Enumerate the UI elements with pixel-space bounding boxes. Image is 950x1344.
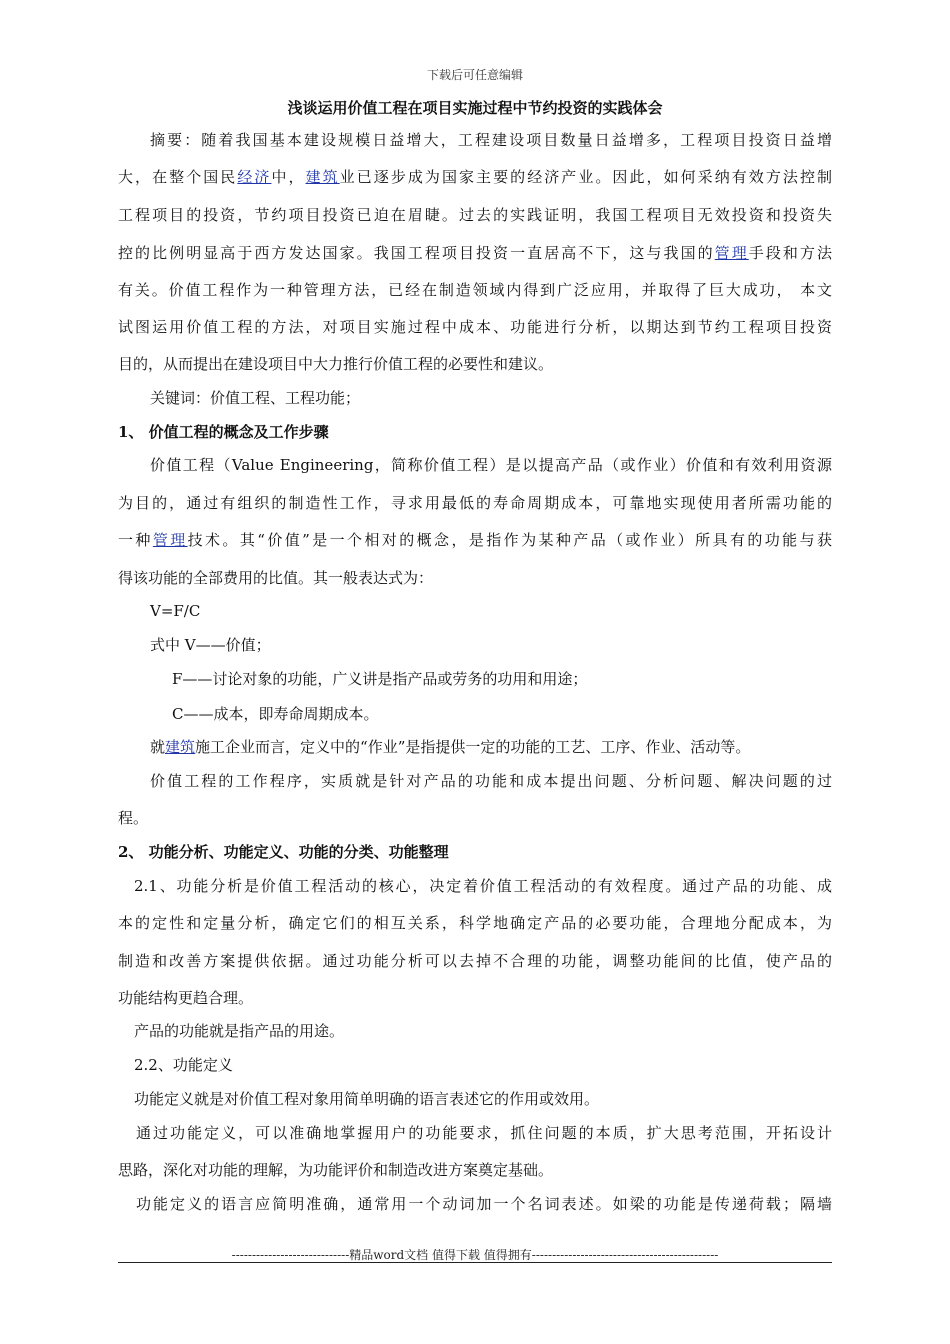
section-1-heading: 1、 价值工程的概念及工作步骤 [118, 423, 329, 441]
subsection-2-2-heading: 2.2、功能定义 [134, 1056, 233, 1074]
abstract-line-5: 有关。价值工程作为一种管理方法，已经在制造领域内得到广泛应用，并取得了巨大成功， 本文 [118, 281, 832, 299]
section-2-line-2: 本的定性和定量分析，确定它们的相互关系，科学地确定产品的必要功能，合理地分配成本，为 [118, 914, 832, 932]
section-1-line-1: 价值工程（Value Engineering，简称价值工程）是以提高产品（或作业）价值和有效利用资源 [150, 456, 832, 474]
abstract-line-6: 试图运用价值工程的方法，对项目实施过程中成本、功能进行分析，以期达到节约工程项目投资 [118, 318, 832, 336]
section-2-line-3: 制造和改善方案提供依据。通过功能分析可以去掉不合理的功能，调整功能间的比值，使产品的 [118, 952, 832, 970]
formula-where-v: 式中 V——价值； [150, 636, 271, 654]
formula: V=F/C [150, 602, 201, 620]
section-2-line-9: 功能定义的语言应简明准确，通常用一个动词加一个名词表述。如梁的功能是传递荷载；隔墙 [136, 1195, 832, 1213]
section-2-line-7: 通过功能定义，可以准确地掌握用户的功能要求，抓住问题的本质，扩大思考范围，开拓设计 [136, 1124, 832, 1142]
abstract-line-2: 大，在整个国民经济中，建筑业已逐步成为国家主要的经济产业。因此，如何采纳有效方法控制 [118, 168, 832, 186]
link-construction[interactable]: 建筑 [305, 168, 340, 186]
abstract-line-4: 控的比例明显高于西方发达国家。我国工程项目投资一直居高不下，这与我国的管理手段和方法 [118, 244, 832, 262]
section-1-line-7: 程。 [118, 809, 149, 827]
section-2-heading: 2、 功能分析、功能定义、功能的分类、功能整理 [118, 843, 449, 861]
link-economy[interactable]: 经济 [237, 168, 272, 186]
page-header: 下载后可任意编辑 [426, 68, 523, 82]
link-management[interactable]: 管理 [714, 244, 749, 262]
document-title: 浅谈运用价值工程在项目实施过程中节约投资的实践体会 [287, 99, 663, 117]
page-footer: -----------------------------精品word文档 值得下载 值得拥有---------------------------------------------- [231, 1248, 719, 1262]
link-management-2[interactable]: 管理 [152, 531, 188, 549]
link-construction-2[interactable]: 建筑 [165, 738, 196, 756]
abstract-line-1: 摘要：随着我国基本建设规模日益增大，工程建设项目数量日益增多，工程项目投资日益增 [150, 131, 832, 149]
abstract-line-3: 工程项目的投资，节约项目投资已迫在眉睫。过去的实践证明，我国工程项目无效投资和投资失 [118, 206, 832, 224]
section-1-line-5: 就建筑施工企业而言，定义中的“作业”是指提供一定的功能的工艺、工序、作业、活动等。 [150, 738, 751, 756]
section-2-line-8: 思路，深化对功能的理解，为功能评价和制造改进方案奠定基础。 [118, 1161, 554, 1179]
section-1-line-6: 价值工程的工作程序，实质就是针对产品的功能和成本提出问题、分析问题、解决问题的过 [150, 772, 832, 790]
section-2-line-4: 功能结构更趋合理。 [118, 989, 254, 1007]
abstract-line-7: 目的，从而提出在建设项目中大力推行价值工程的必要性和建议。 [118, 355, 554, 373]
section-2-line-6: 功能定义就是对价值工程对象用简单明确的语言表述它的作用或效用。 [134, 1090, 600, 1108]
formula-where-f: F——讨论对象的功能，广义讲是指产品或劳务的功用和用途； [172, 670, 588, 688]
keywords-line: 关键词：价值工程、工程功能； [150, 389, 361, 407]
section-1-line-3: 一种管理技术。其“价值”是一个相对的概念，是指作为某种产品（或作业）所具有的功能与获 [118, 531, 832, 549]
section-1-line-2: 为目的，通过有组织的制造性工作，寻求用最低的寿命周期成本，可靠地实现使用者所需功能的 [118, 494, 832, 512]
section-1-line-4: 得该功能的全部费用的比值。其一般表达式为： [118, 569, 434, 587]
section-2-line-5: 产品的功能就是指产品的用途。 [134, 1022, 345, 1040]
section-2-line-1: 2.1、功能分析是价值工程活动的核心，决定着价值工程活动的有效程度。通过产品的功能、成 [134, 877, 832, 895]
footer-rule [118, 1262, 832, 1263]
formula-where-c: C——成本，即寿命周期成本。 [172, 705, 379, 723]
